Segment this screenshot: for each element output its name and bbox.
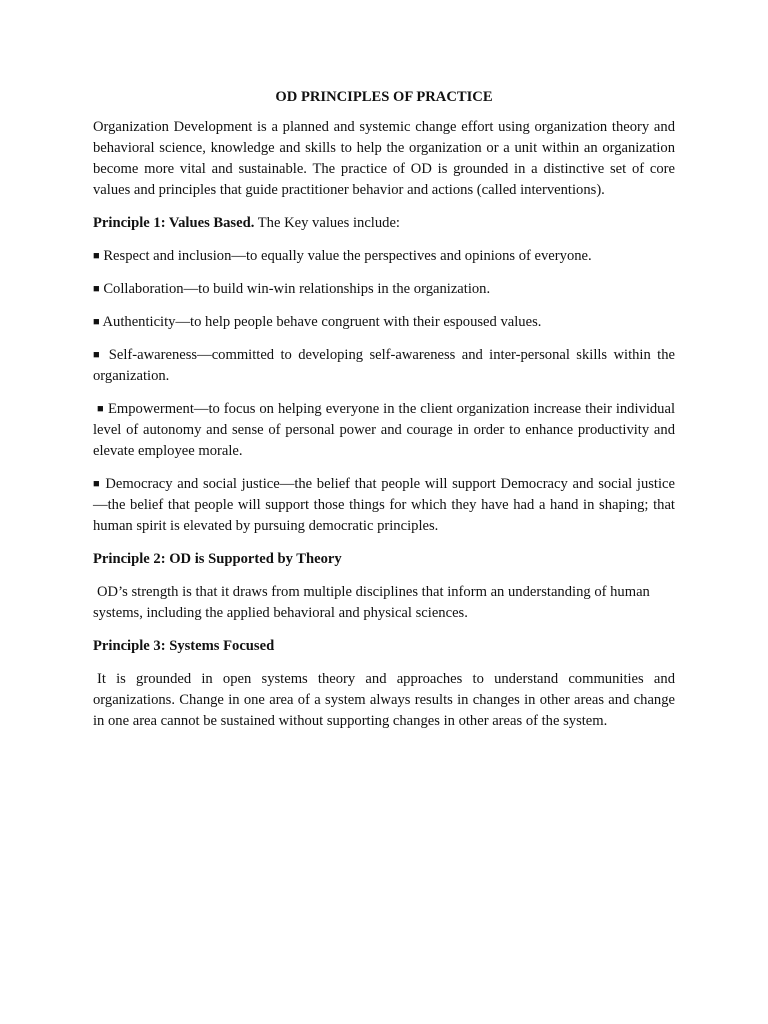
value-text-respect: Respect and inclusion—to equally value the perspectives and opinions of everyone. xyxy=(103,248,592,264)
value-item-collaboration xyxy=(93,279,675,300)
value-item-democracy xyxy=(93,474,675,537)
bullet-square-icon: ■ xyxy=(93,250,100,262)
value-item-authenticity xyxy=(93,312,675,333)
value-item-self-awareness xyxy=(93,345,675,387)
document-title: OD PRINCIPLES OF PRACTICE xyxy=(275,89,493,105)
principle-3-text: It is grounded in open systems theory and approaches to understand communities and organizations. Change in one area of a system always results in changes in other areas and change in one area cannot be sustained without supporting changes in other areas of the system. xyxy=(93,671,675,729)
principle-3-heading: Principle 3: Systems Focused xyxy=(93,638,275,654)
bullet-square-icon: ■ xyxy=(97,403,104,415)
principle-2-paragraph xyxy=(93,582,675,624)
document-page xyxy=(93,87,675,744)
bullet-square-icon: ■ xyxy=(93,283,100,295)
value-text-collaboration: Collaboration—to build win-win relationships in the organization. xyxy=(103,281,491,297)
principle-1-paragraph xyxy=(93,213,675,234)
value-text-empowerment: Empowerment—to focus on helping everyone in the client organization increase their individual level of autonomy and sense of personal power and courage in order to enhance productivity and elevate employee morale. xyxy=(93,401,675,459)
principle-1-text: The Key values include: xyxy=(254,215,400,231)
value-item-empowerment xyxy=(93,399,675,462)
bullet-square-icon: ■ xyxy=(93,316,100,328)
bullet-square-icon: ■ xyxy=(93,478,101,490)
intro-paragraph: Organization Development is a planned and systemic change effort using organization theory and behavioral science, knowledge and skills to help the organization or a unit within an organization become more vital and sustainable. The practice of OD is grounded in a distinctive set of core values and principles that guide practitioner behavior and actions (called interventions). xyxy=(93,119,675,198)
principle-3-paragraph xyxy=(93,669,675,732)
value-item-respect xyxy=(93,246,675,267)
value-text-democracy: Democracy and social justice—the belief that people will support Democracy and social justice—the belief that people will support those things for which they have had a hand in shaping; that human spirit is elevated by pursuing democratic principles. xyxy=(93,476,675,534)
principle-2-heading: Principle 2: OD is Supported by Theory xyxy=(93,551,342,567)
principle-1-heading: Principle 1: Values Based. xyxy=(93,215,255,231)
principle-2-text: OD’s strength is that it draws from multiple disciplines that inform an understanding of human systems, including the applied behavioral and physical sciences. xyxy=(93,584,650,621)
value-text-authenticity: Authenticity—to help people behave congruent with their espoused values. xyxy=(102,314,542,330)
bullet-square-icon: ■ xyxy=(93,349,103,361)
value-text-self-awareness: Self-awareness—committed to developing self-awareness and inter-personal skills within the organization. xyxy=(93,347,675,384)
